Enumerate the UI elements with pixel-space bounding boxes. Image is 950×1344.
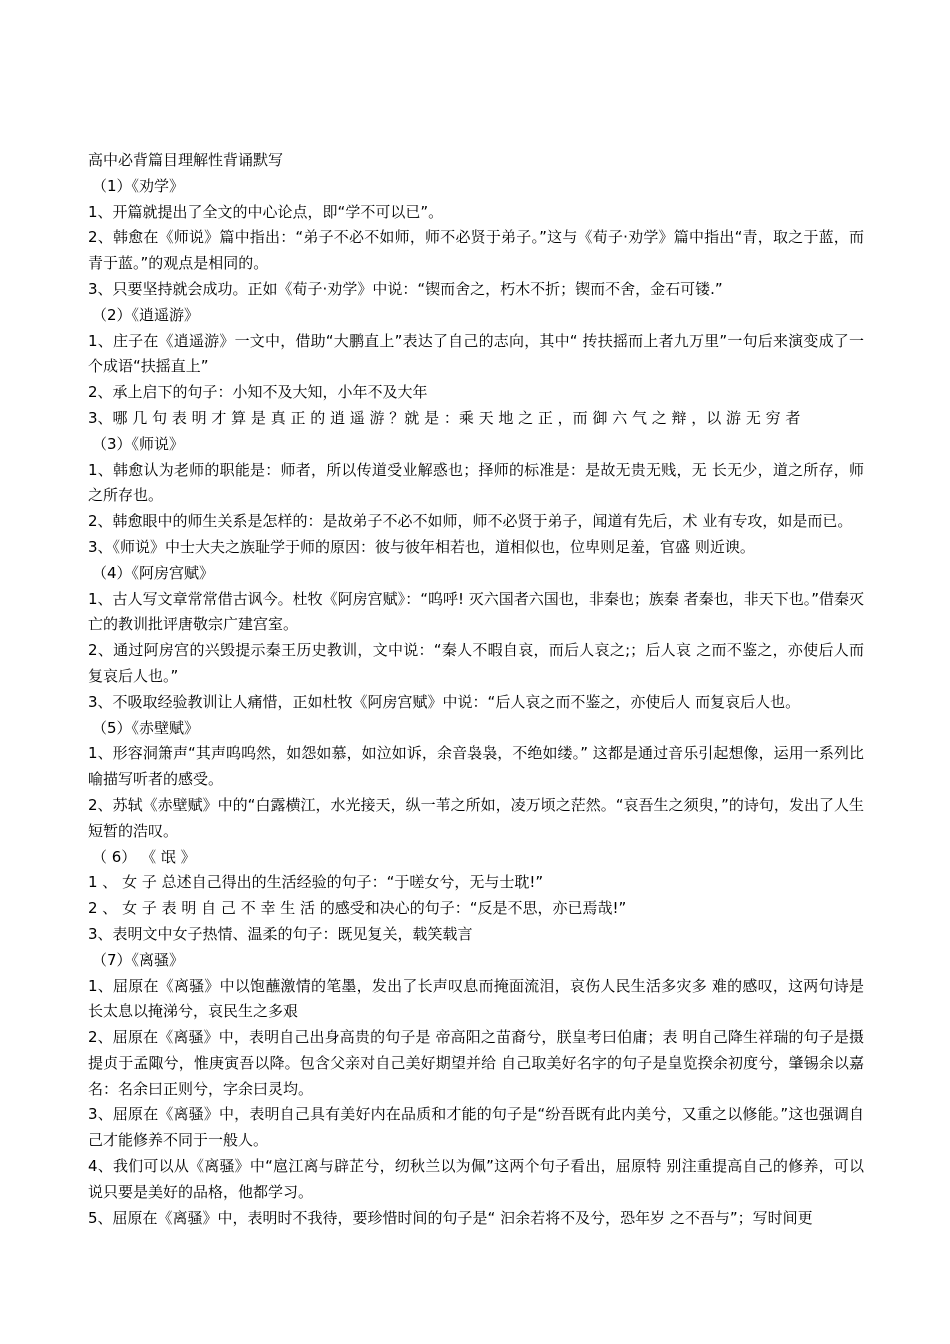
list-item: 1、屈原在《离骚》中以饱蘸激情的笔墨，发出了长声叹息而掩面流泪，哀伤人民生活多灾多 难的感叹，这两句诗是长太息以掩涕兮，哀民生之多艰 <box>88 976 864 1021</box>
list-item: 3、不吸取经验教训让人痛惜，正如杜牧《阿房宫赋》中说：“后人哀之而不鉴之，亦使后人 而复哀后人也。 <box>88 692 801 711</box>
list-item: 3、只要坚持就会成功。正如《荀子·劝学》中说：“锲而舍之，朽木不折；锲而不舍，金石可镂.” <box>88 279 723 298</box>
list-item: 1 、 女 子 总述自己得出的生活经验的句子：“于嗟女兮，无与士耽!” <box>88 873 544 892</box>
list-item: 3、《师说》中士大夫之族耻学于师的原因：彼与彼年相若也，道相似也，位卑则足羞，官盛 则近谀。 <box>88 537 755 556</box>
list-item: 2、苏轼《赤壁赋》中的“白露横江，水光接天，纵一苇之所如，凌万顷之茫然。“哀吾生之须臾，”的诗句，发出了人生短暂的浩叹。 <box>88 795 864 840</box>
list-item: 2、通过阿房宫的兴毁提示秦王历史教训，文中说：“秦人不暇自哀，而后人哀之;；后人哀 之而不鉴之，亦使后人而复哀后人也。” <box>88 641 864 685</box>
list-item: 1、古人写文章常常借古讽今。杜牧《阿房宫赋》：“呜呼! 灭六国者六国也，非秦也；族秦 者秦也，非天下也。”借秦灭亡的教训批评唐敬宗广建宫室。 <box>88 589 864 634</box>
list-item: 1、形容洞箫声“其声呜呜然，如怨如慕，如泣如诉，余音袅袅，不绝如缕。” 这都是通过音乐引起想像，运用一系列比喻描写听者的感受。 <box>88 744 864 789</box>
list-item: 2、承上启下的句子：小知不及大知，小年不及大年 <box>88 383 428 402</box>
list-item: 1、韩愈认为老师的职能是：师者，所以传道受业解惑也；择师的标准是：是故无贵无贱，无 长无少，道之所存，师之所存也。 <box>88 460 864 505</box>
document-body <box>88 148 864 1231</box>
section-heading-quanxue: （1）《劝学》 <box>92 176 185 195</box>
section-heading-lisao: （7）《离骚》 <box>92 950 185 969</box>
list-item: 2、韩愈眼中的师生关系是怎样的：是故弟子不必不如师，师不必贤于弟子，闻道有先后，术 业有专攻，如是而已。 <box>88 512 853 531</box>
list-item: 3、哪 几 句 表 明 才 算 是 真 正 的 逍 遥 游 ？就 是 ：乘 天 地 之 正 ，而 御 六 气 之 辩 ，以 游 无 穷 者 <box>88 408 801 427</box>
list-item: 2、屈原在《离骚》中，表明自己出身高贵的句子是 帝高阳之苗裔兮，朕皇考曰伯庸；表 明自己降生祥瑞的句子是摄提贞于孟陬兮，惟庚寅吾以降。包含父亲对自己美好期望并给 自己取美好名字的句子是皇览揆余初度兮，肇锡余以嘉名：名余曰正则兮，字余曰灵均。 <box>88 1028 864 1098</box>
section-heading-afanggongfu: （4）《阿房宫赋》 <box>92 563 215 582</box>
list-item: 3、屈原在《离骚》中，表明自己具有美好内在品质和才能的句子是“纷吾既有此内美兮，又重之以修能。”这也强调自己才能修养不同于一般人。 <box>88 1105 864 1150</box>
list-item: 4、我们可以从《离骚》中“扈江离与辟芷兮，纫秋兰以为佩”这两个句子看出，屈原特 别注重提高自己的修养，可以说只要是美好的品格，他都学习。 <box>88 1157 864 1201</box>
section-heading-xiaoyaoyou: （2）《逍遥游》 <box>92 305 200 324</box>
list-item: 1、庄子在《逍遥游》一文中，借助“大鹏直上”表达了自己的志向，其中“ 抟扶摇而上者九万里”一句后来演变成了一个成语“扶摇直上” <box>88 331 864 376</box>
section-heading-chibifu: （5）《赤壁赋》 <box>92 718 200 737</box>
list-item: 1、开篇就提出了全文的中心论点，即“学不可以已”。 <box>88 202 444 221</box>
list-item: 5、屈原在《离骚》中，表明时不我待，要珍惜时间的句子是“ 汩余若将不及兮，恐年岁 之不吾与”；写时间更 <box>88 1208 813 1227</box>
section-heading-shishuo: （3）《师说》 <box>92 434 185 453</box>
list-item: 2 、 女 子 表 明 自 己 不 幸 生 活 的感受和决心的句子：“反是不思，亦已焉哉!” <box>88 899 627 918</box>
list-item: 2、韩愈在《师说》篇中指出：“弟子不必不如师，师不必贤于弟子。”这与《荀子·劝学》篇中指出“青，取之于蓝，而青于蓝。”的观点是相同的。 <box>88 228 864 273</box>
section-heading-meng: （ 6） 《 氓 》 <box>92 847 196 866</box>
list-item: 3、表明文中女子热情、温柔的句子：既见复关，载笑载言 <box>88 924 473 943</box>
document-title: 高中必背篇目理解性背诵默写 <box>88 151 284 169</box>
